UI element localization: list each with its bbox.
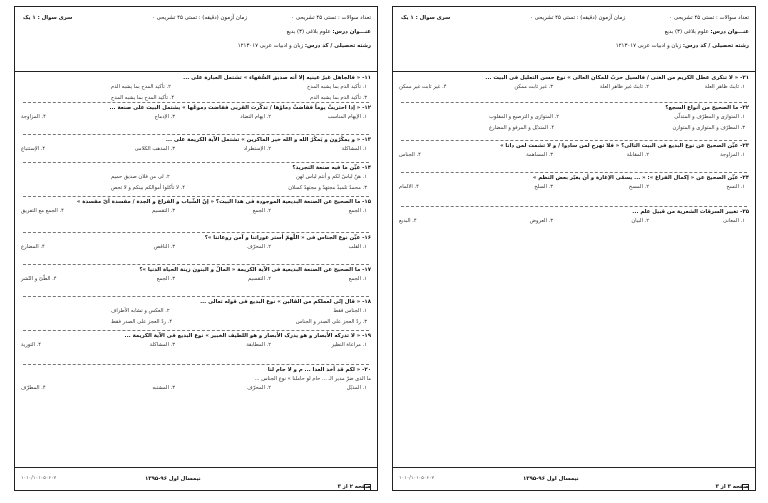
answer-option[interactable]: ۱. الجناس فقط bbox=[333, 308, 367, 314]
answer-option[interactable]: ۳. تأکید الذم بما یشبه الذم bbox=[310, 95, 367, 101]
question-text: ۱۸- « قال إنّی لعملکم من القالین » نوع البدیع فی قوله تعالی ... bbox=[200, 299, 371, 305]
answer-option[interactable]: ۲. الجمع bbox=[252, 208, 271, 214]
question-text: ۲۵- تغییر السرقات الشعریة من قبیل علم ... bbox=[632, 209, 749, 215]
answer-option[interactable]: ۱. النسخ bbox=[726, 184, 745, 190]
answer-option[interactable]: ۲. المسخ bbox=[628, 184, 649, 190]
answer-options bbox=[399, 152, 749, 163]
answer-option[interactable]: ۲. المحرّف bbox=[247, 385, 271, 391]
question-item bbox=[21, 367, 371, 396]
answer-option[interactable]: ۲. التقسیم bbox=[248, 276, 271, 282]
question-divider bbox=[401, 206, 747, 207]
question-divider bbox=[23, 364, 369, 365]
question-item bbox=[21, 299, 371, 330]
answer-option[interactable]: ۲. تأکید المدح بما یشبه الذم bbox=[111, 84, 171, 90]
answer-option[interactable]: ۲. المحرّف bbox=[247, 244, 271, 250]
question-text: ۱۴- عیِّن ما فیه صنعة التجرید؟ bbox=[292, 165, 371, 171]
answer-option[interactable]: ۳. المذهب الکلامی bbox=[134, 146, 175, 152]
answer-option[interactable]: ۳. التقسیم bbox=[152, 208, 175, 214]
answer-option[interactable]: ۲. المتوازی و الترصیع و المقلوب bbox=[489, 114, 560, 120]
page-header bbox=[15, 7, 377, 72]
answer-option[interactable]: ۲. المقابلة bbox=[626, 152, 649, 158]
course-title bbox=[287, 29, 371, 35]
field-value: زبان و ادبیات عربی ۱۲۱۳۰۱۷ bbox=[615, 43, 682, 49]
question-item bbox=[21, 333, 371, 353]
exam-page-2 bbox=[14, 6, 378, 491]
question-item bbox=[399, 209, 749, 229]
answer-option[interactable]: ۱. الجمع bbox=[348, 276, 367, 282]
answer-option[interactable]: ۴. ردّ العجز علی الصدر فقط bbox=[111, 319, 173, 325]
answer-option[interactable]: ۲. الإستطراد bbox=[243, 146, 271, 152]
term-label: نیمسال اول ۹۶-۱۳۹۵ bbox=[145, 476, 201, 482]
question-item bbox=[21, 267, 371, 287]
question-divider bbox=[23, 162, 369, 163]
answer-options bbox=[399, 114, 749, 136]
question-text: ۱۶- عیِّن نوع الجناس فی « اللّهمّ أستر عوراتنا و آمن روعاتنا »؟ bbox=[204, 235, 371, 241]
question-text: ۱۳- « و یمکُرُون و یَمکُرُ الله و الله خیر الماکرین » تشتمل الآیة الکریمة علی ... bbox=[165, 137, 371, 143]
answer-option[interactable]: ۴. البدیع bbox=[399, 218, 417, 224]
answer-option[interactable]: ۳. المطرّف و المتوازی و المتوازن bbox=[672, 125, 745, 131]
question-series: سری سوال : ۱ یک bbox=[23, 15, 73, 21]
question-text: ۲۰- « لکم قد أخذ العدا ... م و لا حام لنا bbox=[267, 367, 371, 373]
answer-option[interactable]: ۴. الالمام bbox=[399, 184, 419, 190]
question-divider bbox=[401, 102, 747, 103]
question-extra-line: ما الذی ضرّ مدیر الـ ... حام لو حاملنا » نوع الجناس ... bbox=[254, 376, 371, 382]
exam-time: زمان آزمون (دقیقه) : تستی ۴۵ تشریحی ۰ bbox=[530, 15, 625, 21]
exam-page-3 bbox=[392, 6, 756, 491]
answer-options bbox=[21, 114, 371, 125]
question-text: ۲۱- « لا تنکری عطل الکریم من الغنی / فالسیل حربٌ للمکان العالی » نوع حسن التعلیل فی البیت ... bbox=[485, 75, 749, 81]
question-text: ۱۵- ما الصحیح عن الصنعة البدیعیة الموجودة فی هذا البیت؟ « إنّ الشّباب و الفراغ و الجدة / مفسدة أیّ مفسدة » bbox=[76, 199, 371, 205]
answer-option[interactable]: ۴. غیر ثابت غیر ممکن bbox=[399, 84, 447, 90]
field-code bbox=[616, 43, 749, 49]
answer-option[interactable]: ۲. ایهام التضاد bbox=[240, 114, 271, 120]
question-count: تعداد سوالات : تستی ۴۵ تشریحی ۰ bbox=[669, 15, 749, 21]
answer-option[interactable]: ۴. المزاوجة bbox=[21, 114, 46, 120]
answer-option[interactable]: ۱. المتوازی و المطرّف و المتدلّی bbox=[674, 114, 745, 120]
answer-option[interactable]: ۴. الإستتباع bbox=[21, 146, 46, 152]
question-divider bbox=[23, 264, 369, 265]
answer-option[interactable]: ۱. المزاوجة bbox=[720, 152, 745, 158]
answer-option[interactable]: ۱. الإیهام المناسب bbox=[327, 114, 367, 120]
answer-option[interactable]: ۱. هنّ لباسٌ لکم و أنتم لباس لهن bbox=[295, 174, 367, 180]
question-divider bbox=[23, 330, 369, 331]
answer-option[interactable]: ۳. محمدٌ تلمیذٌ مجتهدٌ و مجتهدٌ کسلان bbox=[288, 185, 367, 191]
question-divider bbox=[401, 172, 747, 173]
answer-option[interactable]: ۴. الطّیّ و النّشر bbox=[21, 276, 57, 282]
answer-option[interactable]: ۳. العروض bbox=[529, 218, 553, 224]
question-text: ۲۲- ما الصحیح من أنواع السجع؟ bbox=[665, 105, 749, 111]
term-label: نیمسال اول ۹۶-۱۳۹۵ bbox=[523, 476, 579, 482]
answer-options bbox=[21, 385, 371, 396]
answer-option[interactable]: ۴. الجمع مع التفریق bbox=[21, 208, 64, 214]
question-text: ۱۲- « إذا احتربتْ یوماً ففاضتْ دماؤها / تذکَّرت القربی ففاضت دموعُها » یشتمل البیت علی صنعة ... bbox=[109, 105, 371, 111]
answer-options bbox=[21, 308, 371, 330]
answer-option[interactable]: ۴. تأکید المدح بما یشبه المدح bbox=[111, 95, 175, 101]
question-divider bbox=[23, 196, 369, 197]
course-value: علوم بلاغی (۳) بدیع bbox=[286, 29, 331, 35]
answer-option[interactable]: ۴. التوریة bbox=[21, 342, 42, 348]
question-divider bbox=[401, 140, 747, 141]
answer-option[interactable]: ۳. السلخ bbox=[534, 184, 553, 190]
question-text: ۱۱- « فالجاهل غیرٌ عینیه إلا أنه صدیق السُّفهاء » تشتمل العبارة علی ... bbox=[183, 75, 371, 81]
answer-option[interactable]: ۴. المتذیّل و المرفو و المضارع bbox=[489, 125, 555, 131]
answer-options bbox=[21, 276, 371, 287]
answer-option[interactable]: ۳. المشاکلة bbox=[149, 342, 175, 348]
answer-option[interactable]: ۳. المشتبه bbox=[152, 385, 175, 391]
answer-option[interactable]: ۱. القلب bbox=[348, 244, 367, 250]
question-item bbox=[21, 105, 371, 125]
question-item bbox=[399, 75, 749, 95]
field-label: رشته تحصیلی / کد درس: bbox=[682, 43, 749, 49]
answer-options bbox=[21, 174, 371, 196]
answer-option[interactable]: ۳. المساهمة bbox=[526, 152, 553, 158]
answer-options bbox=[21, 208, 371, 219]
field-label: رشته تحصیلی / کد درس: bbox=[304, 43, 371, 49]
answer-option[interactable]: ۳. ردّ العجز علی الصدر و الجناس bbox=[295, 319, 367, 325]
answer-options bbox=[399, 218, 749, 229]
answer-option[interactable]: ۱. مراعاة النظیر bbox=[331, 342, 367, 348]
answer-option[interactable]: ۱. المشاکلة bbox=[341, 146, 367, 152]
answer-option[interactable]: ۲. ثابتٌ غیر ظاهر العلة bbox=[599, 84, 649, 90]
answer-options bbox=[21, 244, 371, 255]
page-footer: صفحه ۳ از ۳ نیمسال اول ۹۶-۱۳۹۵ ۱۰۱۰/۱۰۱۰۵۰۶۰۷ bbox=[393, 467, 755, 490]
question-text: ۲۴- عیِّن الصحیح عن « إکمال الفراغ »: « ... یسمّی الإغارة و أن یغیّر بعض النظم » bbox=[532, 175, 749, 181]
question-text: ۱۷- ما الصحیح عن الصنعة البدیعیة فی الآیة الکریمة « المالُ و البنون زینة الحیاة الدنیا »؟ bbox=[139, 267, 371, 273]
answer-option[interactable]: ۲. لی من فلان صدیق حمیم bbox=[111, 174, 170, 180]
page-code: ۱۰۱۰/۱۰۱۰۵۰۶۰۷ bbox=[399, 476, 435, 481]
answer-option[interactable]: ۴. المضارع bbox=[21, 244, 45, 250]
course-title bbox=[665, 29, 749, 35]
answer-options bbox=[21, 146, 371, 157]
course-label: عنـــوان درس: bbox=[332, 29, 371, 35]
question-divider bbox=[23, 102, 369, 103]
answer-option[interactable]: ۱. المعانی bbox=[723, 218, 745, 224]
answer-options bbox=[399, 184, 749, 195]
answer-options bbox=[21, 342, 371, 353]
answer-option[interactable]: ۳. الإدماج bbox=[154, 114, 175, 120]
exam-time: زمان آزمون (دقیقه) : تستی ۴۵ تشریحی ۰ bbox=[152, 15, 247, 21]
answer-option[interactable]: ۳. الناقص bbox=[153, 244, 175, 250]
answer-option[interactable]: ۱. ثابتٌ ظاهر العلة bbox=[704, 84, 745, 90]
question-count: تعداد سوالات : تستی ۴۵ تشریحی ۰ bbox=[291, 15, 371, 21]
question-divider bbox=[23, 296, 369, 297]
answer-option[interactable]: ۱. المذیّل bbox=[346, 385, 367, 391]
answer-option[interactable]: ۴. لا تأکلوا أموالکم بینکم و لا تحص bbox=[111, 185, 186, 191]
answer-option[interactable]: ۴. الجناس bbox=[399, 152, 421, 158]
question-item bbox=[399, 143, 749, 163]
question-item bbox=[21, 199, 371, 219]
field-code bbox=[238, 43, 371, 49]
question-item bbox=[399, 175, 749, 195]
field-value: زبان و ادبیات عربی ۱۲۱۳۰۱۷ bbox=[237, 43, 304, 49]
answer-option[interactable]: ۱. تأکید الذم بما یشبه المدح bbox=[307, 84, 367, 90]
page-footer: صفحه ۲ از ۳ نیمسال اول ۹۶-۱۳۹۵ ۱۰۱۰/۱۰۱۰۵۰۶۰۷ bbox=[15, 467, 377, 490]
answer-option[interactable]: ۳. الجمع bbox=[156, 276, 175, 282]
page-header bbox=[393, 7, 755, 72]
question-text: ۲۳- عیِّن الصحیح عن نوع البدیع فی البیت التالی؟ « فلا تهرج لمن سادوا / و لا تشمت لمن دانا » bbox=[500, 143, 749, 149]
question-text: ۱۹- « لا تدرکه الأبصار و هو یدرک الأبصار و هو اللطیف الخبیر » نوع البدیع فی الآیة الکریمة ... bbox=[124, 333, 371, 339]
answer-option[interactable]: ۳. غیر ثابت ممکن bbox=[514, 84, 553, 90]
question-divider bbox=[23, 134, 369, 135]
answer-option[interactable]: ۲. المطابقة bbox=[246, 342, 271, 348]
answer-options bbox=[399, 84, 749, 95]
questions-area bbox=[393, 71, 755, 468]
questions-area bbox=[15, 71, 377, 468]
page-code: ۱۰۱۰/۱۰۱۰۵۰۶۰۷ bbox=[21, 476, 57, 481]
question-series: سری سوال : ۱ یک bbox=[401, 15, 451, 21]
answer-option[interactable]: ۴. المطرّف bbox=[21, 385, 46, 391]
course-label: عنـــوان درس: bbox=[710, 29, 749, 35]
question-divider bbox=[23, 232, 369, 233]
question-item bbox=[21, 235, 371, 255]
question-item bbox=[21, 137, 371, 157]
course-value: علوم بلاغی (۳) بدیع bbox=[664, 29, 709, 35]
answer-option[interactable]: ۱. الجمع bbox=[348, 208, 367, 214]
answer-option[interactable]: ۲. البیان bbox=[631, 218, 649, 224]
question-item bbox=[21, 165, 371, 196]
question-item bbox=[399, 105, 749, 136]
answer-option[interactable]: ۲. العکس و تشابه الأطراف bbox=[111, 308, 170, 314]
